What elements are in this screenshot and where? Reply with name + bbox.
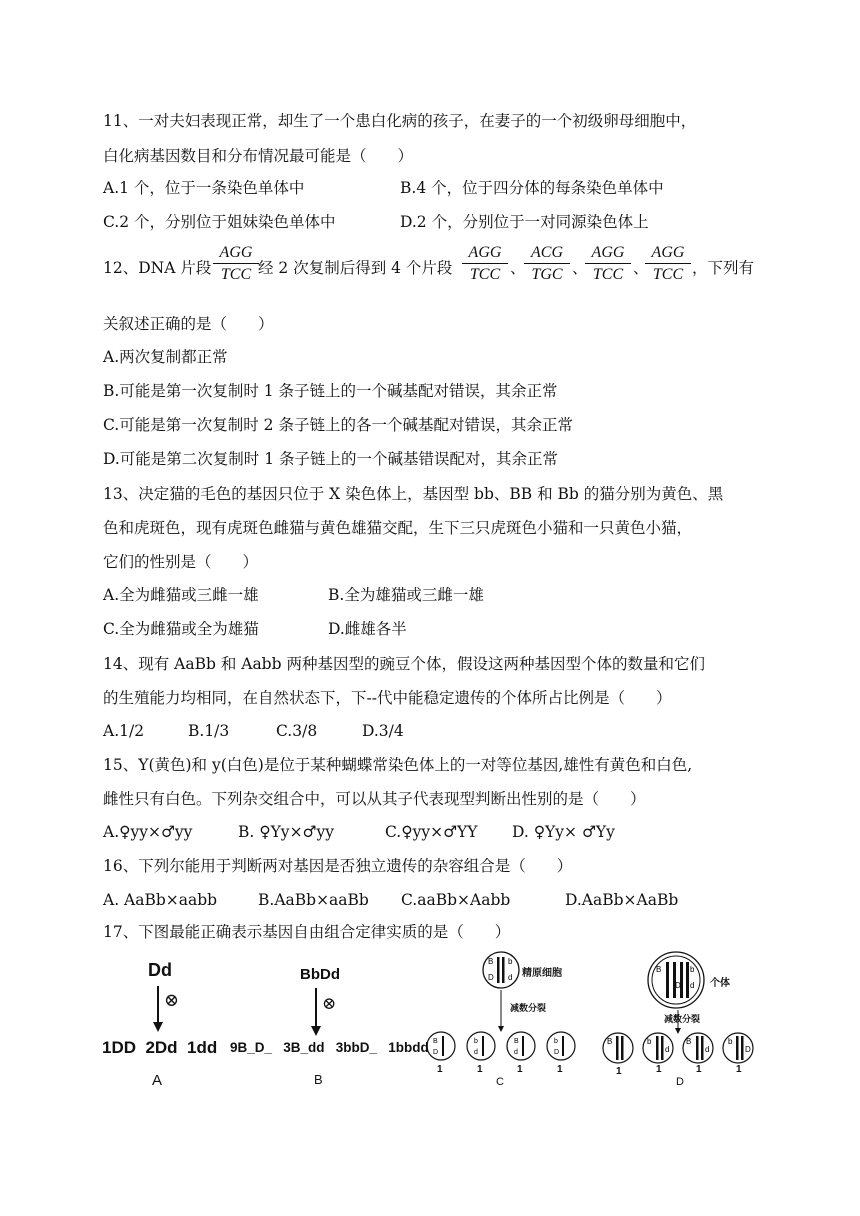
q12-option-a: A.两次复制都正常 — [103, 348, 228, 366]
q15-stem-line2: 雌性只有白色。下列杂交组合中，可以从其子代表现型判断出性别的是（ ） — [103, 790, 646, 808]
svg-text:b: b — [647, 1037, 652, 1046]
svg-text:D: D — [433, 1049, 439, 1056]
fraction-top: AGG — [585, 244, 631, 264]
fraction-top: AGG — [213, 244, 259, 264]
q12-prefix: 12、DNA 片段 — [103, 259, 212, 277]
q13-stem-line3: 它们的性别是（ ） — [103, 553, 259, 571]
q12-option-d: D.可能是第二次复制时 1 条子链上的一个碱基错误配对，其余正常 — [103, 450, 559, 468]
fraction-bottom: TCC — [652, 266, 684, 283]
q15-option-c: C.♀yy×♂YY — [385, 823, 478, 841]
svg-text:d: d — [665, 1045, 670, 1054]
figure-d-count: 1 — [616, 1066, 622, 1077]
q14-option-c: C.3/8 — [276, 722, 318, 740]
figure-b-offspring: 9B_D_ 3B_dd 3bbD_ 1bbdd — [230, 1040, 429, 1055]
q16-option-c: C.aaBb×Aabb — [401, 891, 511, 909]
svg-text:B: B — [656, 965, 662, 974]
svg-text:b: b — [728, 1037, 733, 1046]
q11-stem-line2: 白化病基因数目和分布情况最可能是（ ） — [103, 147, 414, 165]
svg-text:b: b — [690, 965, 695, 974]
figure-c-count: 1 — [477, 1064, 483, 1075]
fraction-top: AGG — [645, 244, 691, 264]
svg-text:b: b — [474, 1038, 478, 1045]
q15-option-d: D. ♀Yy× ♂Yy — [512, 823, 615, 841]
q11-option-a: A.1 个，位于一条染色单体中 — [103, 179, 305, 197]
q17-figure-d — [598, 950, 768, 1100]
svg-text:D: D — [488, 973, 494, 982]
svg-text:B: B — [607, 1037, 613, 1046]
figure-c-count: 1 — [517, 1064, 523, 1075]
figure-c-count: 1 — [437, 1064, 443, 1075]
fraction-bottom: TCC — [220, 266, 252, 283]
q11-option-c: C.2 个，分别位于姐妹染色单体中 — [103, 213, 336, 231]
q12-fraction-original — [213, 244, 259, 284]
fraction-top: ACG — [524, 244, 570, 264]
figure-a-parent: Dd — [148, 960, 172, 980]
q13-option-c: C.全为雌猫或全为雄猫 — [103, 620, 259, 638]
svg-text:B: B — [686, 1037, 692, 1046]
figure-d-count: 1 — [736, 1064, 742, 1075]
svg-text:d: d — [474, 1049, 478, 1056]
svg-text:D: D — [675, 981, 681, 990]
fraction-bottom: TCC — [469, 266, 501, 283]
figure-c-process-label: 减数分裂 — [510, 1003, 547, 1013]
q13-option-a: A.全为雌猫或三雌一雄 — [103, 586, 259, 604]
q14-stem-line2: 的生殖能力均相同，在自然状态下，下--代中能稳定遗传的个体所占比例是（ ） — [103, 689, 672, 707]
figure-d-count: 1 — [656, 1064, 662, 1075]
figure-d-cell-label: 个体 — [710, 978, 730, 989]
self-cross-icon: ⊗ — [164, 990, 180, 1011]
figure-d-count: 1 — [696, 1064, 702, 1075]
figure-c-count: 1 — [557, 1064, 563, 1075]
svg-text:d: d — [508, 973, 513, 982]
figure-c-cell-label: 精原细胞 — [522, 968, 562, 979]
fraction-bottom: TCC — [592, 266, 624, 283]
q12-option-b: B.可能是第一次复制时 1 条子链上的一个碱基配对错误，其余正常 — [103, 382, 558, 400]
q17-figure-c — [424, 950, 594, 1100]
q13-stem-line1: 13、决定猫的毛色的基因只位于 X 染色体上，基因型 bb、BB 和 Bb 的猫分别为黄色、黑 — [103, 485, 724, 503]
q12-separator: 、 — [633, 259, 649, 277]
q11-option-d: D.2 个，分别位于一对同源染色体上 — [400, 213, 649, 231]
q11-option-b: B.4 个，位于四分体的每条染色单体中 — [400, 179, 664, 197]
figure-b-label: B — [314, 1072, 323, 1087]
figure-a-label: A — [152, 1072, 163, 1089]
q12-stem-line2: 关叙述正确的是（ ） — [103, 315, 274, 333]
figure-b-parent: BbDd — [300, 966, 340, 983]
q12-fraction-2 — [524, 244, 570, 284]
q17-stem-line1: 17、下图最能正确表示基因自由组合定律实质的是（ ） — [103, 923, 511, 941]
q12-separator: 、 — [572, 259, 588, 277]
q16-option-d: D.AaBb×AaBb — [565, 891, 679, 909]
q15-stem-line1: 15、Y(黄色)和 y(白色)是位于某种蝴蝶常染色体上的一对等位基因,雄性有黄色和白色, — [103, 756, 693, 774]
q13-option-d: D.雌雄各半 — [328, 620, 407, 638]
svg-text:D: D — [745, 1045, 751, 1054]
figure-d-process-label: 减数分裂 — [664, 1014, 701, 1024]
q14-option-b: B.1/3 — [188, 722, 230, 740]
svg-text:B: B — [488, 957, 494, 966]
q14-option-a: A.1/2 — [103, 722, 145, 740]
svg-text:d: d — [705, 1045, 710, 1054]
fraction-bottom: TGC — [531, 266, 563, 283]
svg-text:d: d — [690, 981, 695, 990]
self-cross-icon: ⊗ — [322, 994, 337, 1014]
svg-text:D: D — [554, 1049, 560, 1056]
q17-figure-b — [228, 960, 429, 1100]
q12-fraction-4 — [645, 244, 691, 284]
svg-text:b: b — [554, 1038, 558, 1045]
q12-fraction-3 — [585, 244, 631, 284]
svg-text:B: B — [514, 1038, 519, 1045]
q11-stem-line1: 11、一对夫妇表现正常，却生了一个患白化病的孩子，在妻子的一个初级卵母细胞中， — [103, 112, 697, 130]
fraction-top: AGG — [462, 244, 508, 264]
svg-text:d: d — [514, 1049, 518, 1056]
q12-mid: 经 2 次复制后得到 4 个片段 — [258, 259, 453, 277]
q12-separator: 、 — [510, 259, 526, 277]
q15-option-a: A.♀yy×♂yy — [103, 823, 193, 841]
figure-d-label: D — [676, 1076, 684, 1088]
meiosis-diagram-c — [424, 950, 594, 1082]
figure-a-offspring: 1DD 2Dd 1dd — [102, 1038, 218, 1057]
figure-c-label: C — [496, 1076, 504, 1088]
q13-stem-line2: 色和虎斑色，现有虎斑色雌猫与黄色雄猫交配，生下三只虎斑色小猫和一只黄色小猫， — [103, 519, 693, 537]
q15-option-b: B. ♀Yy×♂yy — [238, 823, 334, 841]
q16-option-b: B.AaBb×aaBb — [258, 891, 369, 909]
q14-stem-line1: 14、现有 AaBb 和 Aabb 两种基因型的豌豆个体，假设这两种基因型个体的数量和它们 — [103, 655, 705, 673]
q17-figure-a — [100, 960, 230, 1100]
q12-suffix: ，下列有 — [692, 259, 755, 277]
svg-text:b: b — [508, 957, 513, 966]
q13-option-b: B.全为雄猫或三雌一雄 — [328, 586, 484, 604]
svg-text:B: B — [433, 1038, 438, 1045]
q12-fraction-1 — [462, 244, 508, 284]
q12-option-c: C.可能是第一次复制时 2 条子链上的各一个碱基配对错误，其余正常 — [103, 416, 573, 434]
q16-stem-line1: 16、下列尔能用于判断两对基因是否独立遗传的杂容组合是（ ） — [103, 857, 573, 875]
q16-option-a: A. AaBb×aabb — [103, 891, 218, 909]
q14-option-d: D.3/4 — [362, 722, 404, 740]
